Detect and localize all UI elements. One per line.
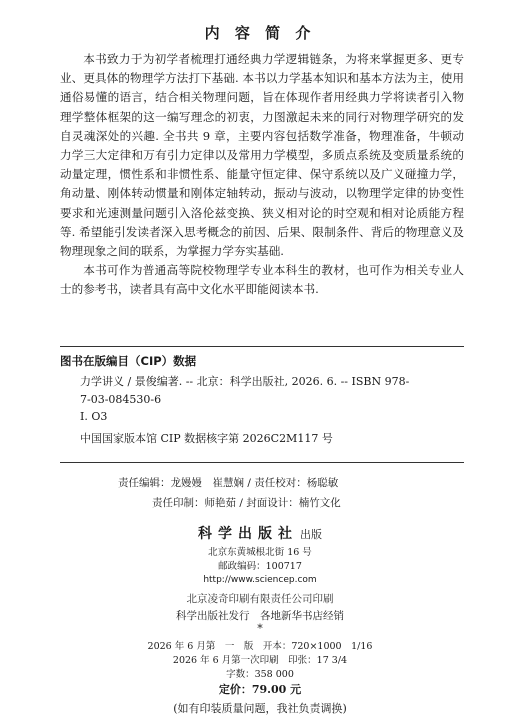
publisher-line — [0, 523, 520, 543]
cip-line-1: 力学讲义 / 景俊编著. -- 北京：科学出版社, 2026. 6. -- ISBN 978- — [80, 375, 410, 388]
cip-divider — [60, 462, 464, 463]
quality-notice: (如有印装质量问题，我社负责调换) — [173, 702, 347, 715]
printing-line: 2026 年 6 月第一次印刷 印张：17 3/4 — [172, 655, 348, 666]
cip-record — [80, 373, 464, 426]
printer-line: 北京凌奇印刷有限责任公司印刷 — [186, 593, 334, 605]
summary-paragraph-1: 本书致力于为初学者梳理打通经典力学逻辑链条，为将来掌握更多、更专业、更具体的物理学方法打下基础. 本书以力学基本知识和基本方法为主，使用通俗易懂的语言，结合相关物理问题，旨在体现作者用经典力学将读者引入物理学整体框架的这一编写理念的初衷，力图激起未来的同行对物理学研究的发自灵魂深处的兴趣. 全书共 9 章，主要内容包括数学准备，物理准备，牛顿动力学三大定律和万有引力定律以及常用力学模型，多质点系统及变质量系统的动量定理，惯性系和非惯性系、能量守恒定律、保守系统以及广义碰撞力学，角动量、刚体转动惯量和刚体定轴转动，振动与波动，以物理学定律的协变性要求和光速测量问题引入洛伦兹变换、狭义相对论的时空观和相对论质能方程等. 希望能引发读者深入思考概念的前因、后果、限制条件、背后的物理意义及物理现象之间的联系，为掌握力学夯实基础. — [60, 52, 464, 259]
cip-number: 中国国家版本馆 CIP 数据核字第 2026C2M117 号 — [80, 431, 333, 445]
cip-line-3: Ⅰ. O3 — [80, 410, 108, 423]
edition-line: 2026 年 6 月第 一 版 开本：720×1000 1/16 — [147, 641, 373, 652]
price: 定价：79.00 元 — [218, 683, 302, 696]
distribution-line: 科学出版社发行 各地新华书店经销 — [176, 610, 344, 622]
publisher-url: http://www.sciencep.com — [203, 575, 317, 585]
separator-star: * — [257, 622, 263, 635]
content-summary — [60, 50, 464, 300]
publisher-suffix: 出版 — [300, 528, 322, 541]
summary-paragraph-2: 本书可作为普通高等院校物理学专业本科生的教材，也可作为相关专业人士的参考书，读者具有高中文化水平即能阅读本书. — [60, 263, 464, 297]
credits-editors: 责任编辑：龙嫚嫚 崔慧娴 / 责任校对：杨聪敏 — [118, 477, 339, 489]
publisher-address: 北京东黄城根北街 16 号 — [208, 547, 312, 558]
word-count: 字数：358 000 — [226, 669, 294, 680]
publisher-zip: 邮政编码：100717 — [218, 561, 302, 572]
page-title: 内 容 简 介 — [204, 24, 316, 42]
cip-block — [60, 346, 464, 447]
cip-line-2: 7-03-084530-6 — [80, 392, 162, 406]
publisher-name: 科学出版社 — [198, 526, 298, 542]
cip-heading: 图书在版编目（CIP）数据 — [60, 354, 197, 368]
credits-production: 责任印制：师艳茹 / 封面设计：楠竹文化 — [152, 497, 341, 509]
